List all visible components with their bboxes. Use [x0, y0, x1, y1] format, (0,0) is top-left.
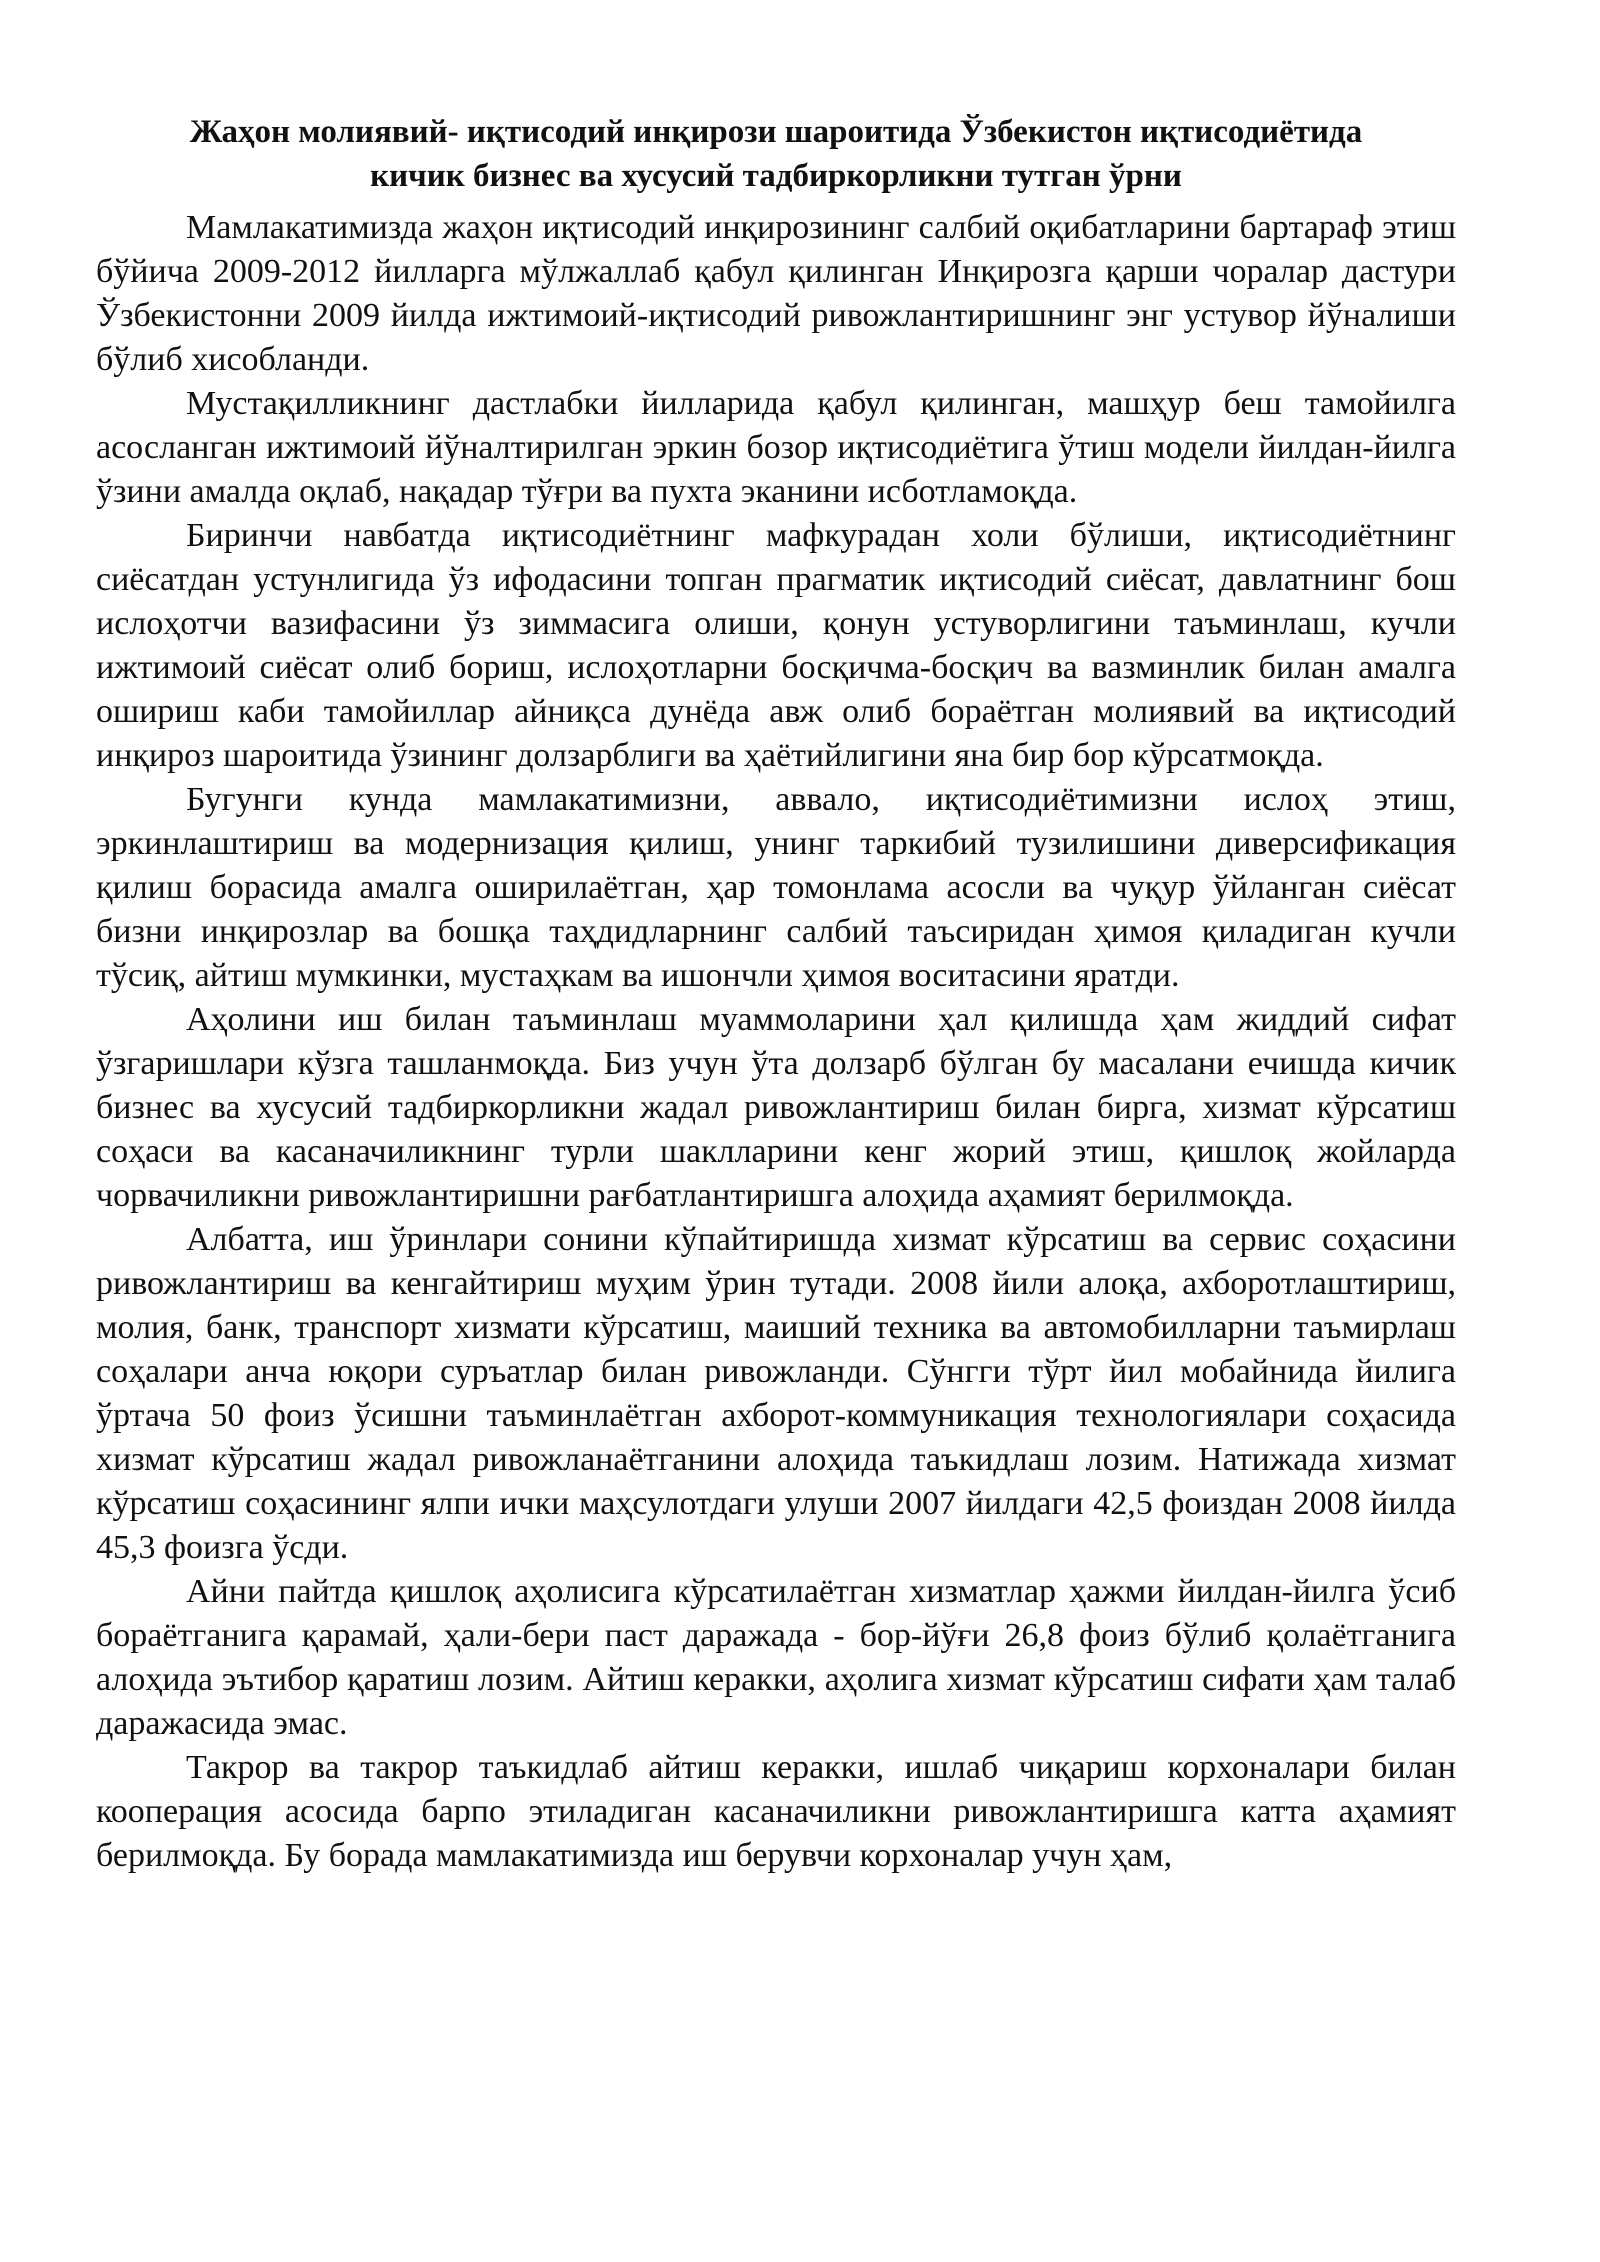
- title-line-2: кичик бизнес ва хусусий тадбиркорликни тутган ўрни: [370, 158, 1182, 194]
- paragraph-2: Мустақилликнинг дастлабки йилларида қабул қилинган, машҳур беш тамойилга асосланган ижтимоий йўналтирилган эркин бозор иқтисодиётига ўтиш модели йилдан-йилга ўзини амалда оқлаб, нақадар тўғри ва пухта эканини исботламоқда.: [96, 385, 1456, 510]
- paragraph-7: Айни пайтда қишлоқ аҳолисига кўрсатилаётган хизматлар ҳажми йилдан-йилга ўсиб бораётганига қарамай, ҳали-бери паст даражада - бор-йўғи 26,8 фоиз бўлиб қолаётганига алоҳида эътибор қаратиш лозим. Айтиш керакки, аҳолига хизмат кўрсатиш сифати ҳам талаб даражасида эмас.: [96, 1573, 1456, 1742]
- paragraph-3: Биринчи навбатда иқтисодиётнинг мафкурадан холи бўлиши, иқтисодиётнинг сиёсатдан устунлигида ўз ифодасини топган прагматик иқтисодий сиёсат, давлатнинг бош ислоҳотчи вазифасини ўз зиммасига олиши, қонун устуворлигини таъминлаш, кучли ижтимоий сиёсат олиб бориш, ислоҳотларни босқичма-босқич ва вазминлик билан амалга ошириш каби тамойиллар айниқса дунёда авж олиб бораётган молиявий ва иқтисодий инқироз шароитида ўзининг долзарблиги ва ҳаётийлигини яна бир бор кўрсатмоқда.: [96, 517, 1456, 774]
- paragraph-6: Албатта, иш ўринлари сонини кўпайтиришда хизмат кўрсатиш ва сервис соҳасини ривожлантириш ва кенгайтириш муҳим ўрин тутади. 2008 йили алоқа, ахборотлаштириш, молия, банк, транспорт хизмати кўрсатиш, маиший техника ва автомобилларни таъмирлаш соҳалари анча юқори суръатлар билан ривожланди. Сўнгги тўрт йил мобайнида йилига ўртача 50 фоиз ўсишни таъминлаётган ахборот-коммуникация технологиялари соҳасида хизмат кўрсатиш жадал ривожланаётганини алоҳида таъкидлаш лозим. Натижада хизмат кўрсатиш соҳасининг ялпи ички маҳсулотдаги улуши 2007 йилдаги 42,5 фоиздан 2008 йилда 45,3 фоизга ўсди.: [96, 1221, 1456, 1566]
- paragraph-5: Аҳолини иш билан таъминлаш муаммоларини ҳал қилишда ҳам жиддий сифат ўзгаришлари кўзга ташланмоқда. Биз учун ўта долзарб бўлган бу масалани ечишда кичик бизнес ва хусусий тадбиркорликни жадал ривожлантириш билан бирга, хизмат кўрсатиш соҳаси ва касаначиликнинг турли шаклларини кенг жорий этиш, қишлоқ жойларда чорвачиликни ривожлантиришни рағбатлантиришга алоҳида аҳамият берилмоқда.: [96, 1001, 1456, 1214]
- paragraph-1: Мамлакатимизда жаҳон иқтисодий инқирозининг салбий оқибатларини бартараф этиш бўйича 2009-2012 йилларга мўлжаллаб қабул қилинган Инқирозга қарши чоралар дастури Ўзбекистонни 2009 йилда ижтимоий-иқтисодий ривожлантиришнинг энг устувор йўналиши бўлиб хисобланди.: [96, 209, 1456, 378]
- paragraph-4: Бугунги кунда мамлакатимизни, аввало, иқтисодиётимизни ислоҳ этиш, эркинлаштириш ва модернизация қилиш, унинг таркибий тузилишини диверсификация қилиш борасида амалга оширилаётган, ҳар томонлама асосли ва чуқур ўйланган сиёсат бизни инқирозлар ва бошқа таҳдидларнинг салбий таъсиридан ҳимоя қиладиган кучли тўсиқ, айтиш мумкинки, мустаҳкам ва ишончли ҳимоя воситасини яратди.: [96, 781, 1456, 994]
- paragraph-8: Такрор ва такрор таъкидлаб айтиш керакки, ишлаб чиқариш корхоналари билан кооперация асосида барпо этиладиган касаначиликни ривожлантиришга катта аҳамият берилмоқда. Бу борада мамлакатимизда иш берувчи корхоналар учун ҳам,: [96, 1749, 1456, 1874]
- document-page: [96, 110, 1456, 1878]
- title-line-1: Жаҳон молиявий- иқтисодий инқирози шароитида Ўзбекистон иқтисодиётида: [189, 114, 1363, 150]
- document-title: [96, 110, 1456, 198]
